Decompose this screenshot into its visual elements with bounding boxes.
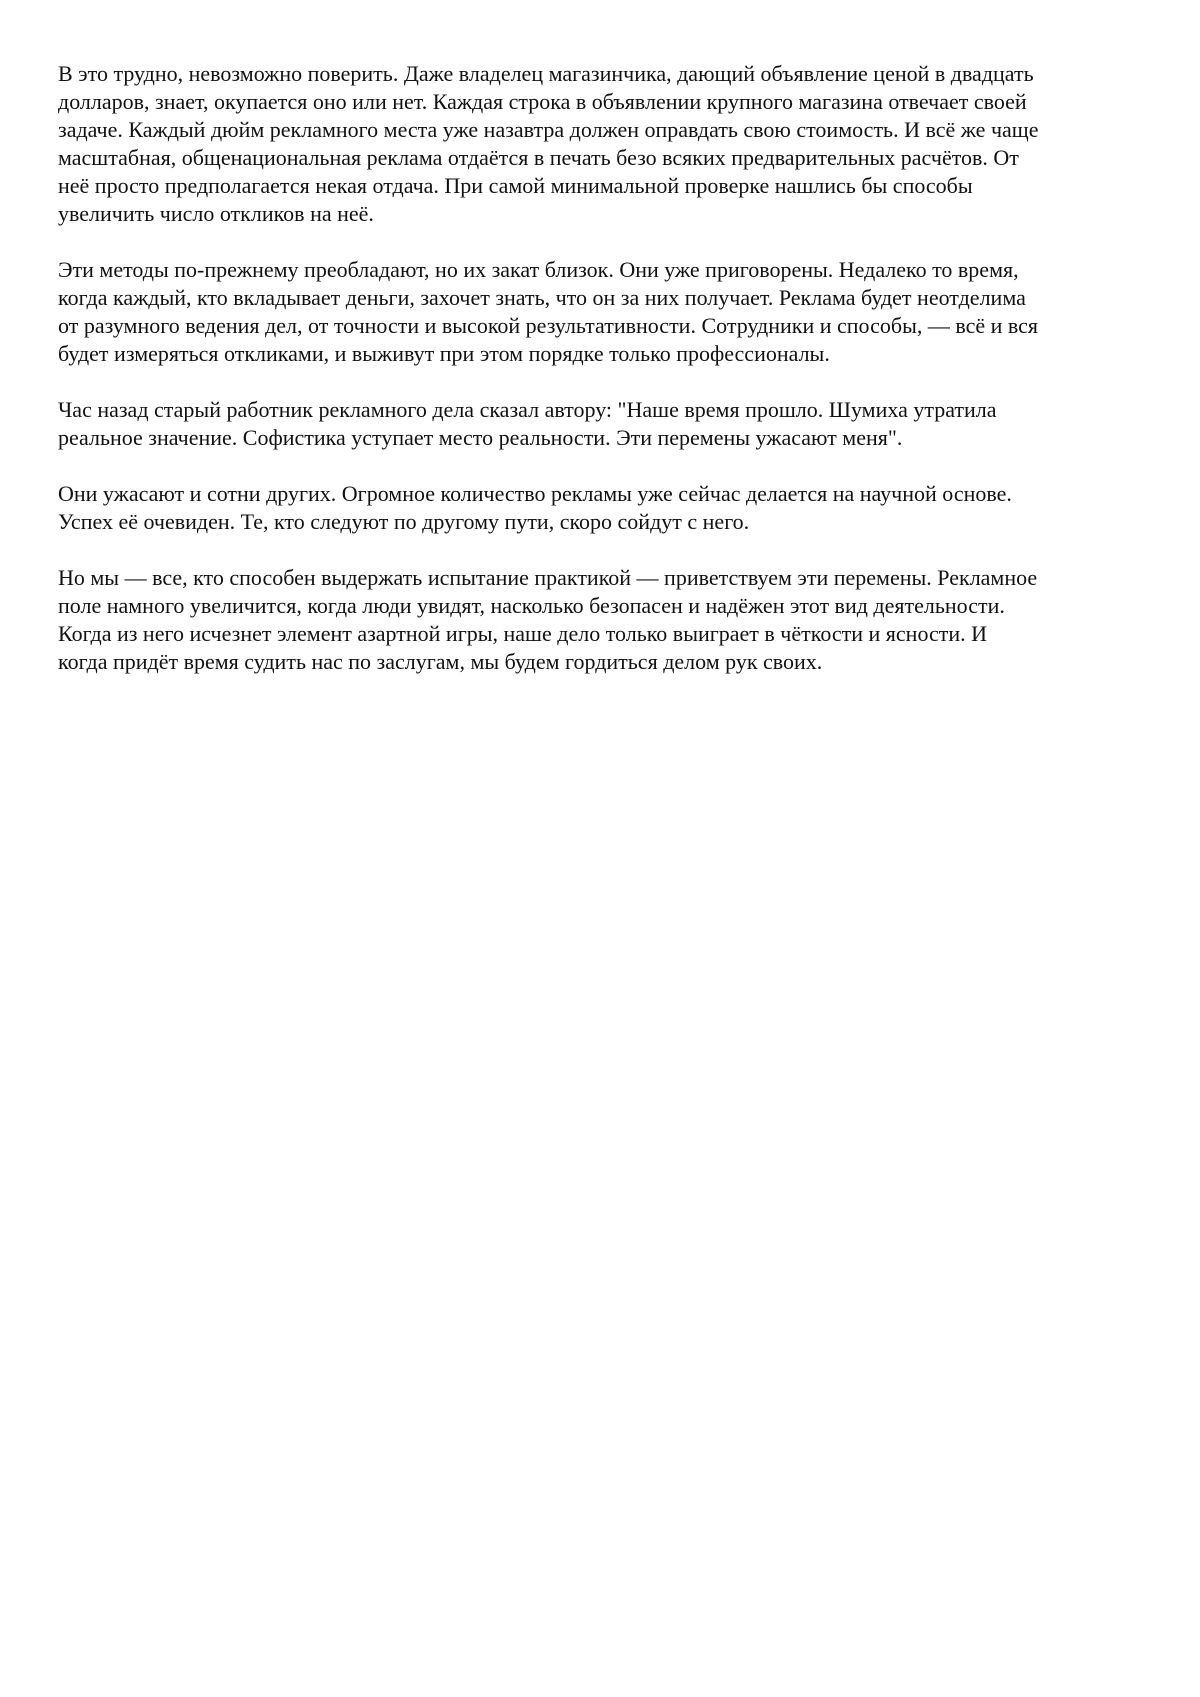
text-line: когда каждый, кто вкладывает деньги, захочет знать, что он за них получает. Реклама будет неотделима	[58, 285, 1026, 310]
text-line: Успех её очевиден. Те, кто следуют по другому пути, скоро сойдут с него.	[58, 509, 750, 534]
text-line: увеличить число откликов на неё.	[58, 201, 374, 226]
text-line: неё просто предполагается некая отдача. При самой минимальной проверке нашлись бы способы	[58, 173, 973, 198]
text-line: В это трудно, невозможно поверить. Даже владелец магазинчика, дающий объявление ценой в двадцать	[58, 61, 1034, 86]
paragraph-5	[58, 564, 1158, 676]
text-line: когда придёт время судить нас по заслугам, мы будем гордиться делом рук своих.	[58, 649, 823, 674]
text-line: от разумного ведения дел, от точности и высокой результативности. Сотрудники и способы, — всё и вся	[58, 313, 1039, 338]
text-line: Когда из него исчезнет элемент азартной игры, наше дело только выиграет в чёткости и ясности. И	[58, 621, 988, 646]
text-line: задаче. Каждый дюйм рекламного места уже назавтра должен оправдать свою стоимость. И всё же чаще	[58, 117, 1039, 142]
text-line: Час назад старый работник рекламного дела сказал автору: "Наше время прошло. Шумиха утратила	[58, 397, 997, 422]
paragraph-2	[58, 256, 1158, 368]
text-line: поле намного увеличится, когда люди увидят, насколько безопасен и надёжен этот вид деятельности.	[58, 593, 1005, 618]
text-line: Они ужасают и сотни других. Огромное количество рекламы уже сейчас делается на научной основе.	[58, 481, 1012, 506]
text-line: долларов, знает, окупается оно или нет. Каждая строка в объявлении крупного магазина отвечает своей	[58, 89, 1027, 114]
text-line: Эти методы по-прежнему преобладают, но их закат близок. Они уже приговорены. Недалеко то время,	[58, 257, 1019, 282]
text-line: масштабная, общенациональная реклама отдаётся в печать безо всяких предварительных расчётов. От	[58, 145, 1019, 170]
text-line: будет измеряться откликами, и выживут при этом порядке только профессионалы.	[58, 341, 830, 366]
document-body	[58, 60, 1158, 704]
text-line: Но мы — все, кто способен выдержать испытание практикой — приветствуем эти перемены. Рекламное	[58, 565, 1038, 590]
paragraph-4	[58, 480, 1158, 536]
paragraph-1	[58, 60, 1158, 228]
text-line: реальное значение. Софистика уступает место реальности. Эти перемены ужасают меня".	[58, 425, 903, 450]
paragraph-3	[58, 396, 1158, 452]
